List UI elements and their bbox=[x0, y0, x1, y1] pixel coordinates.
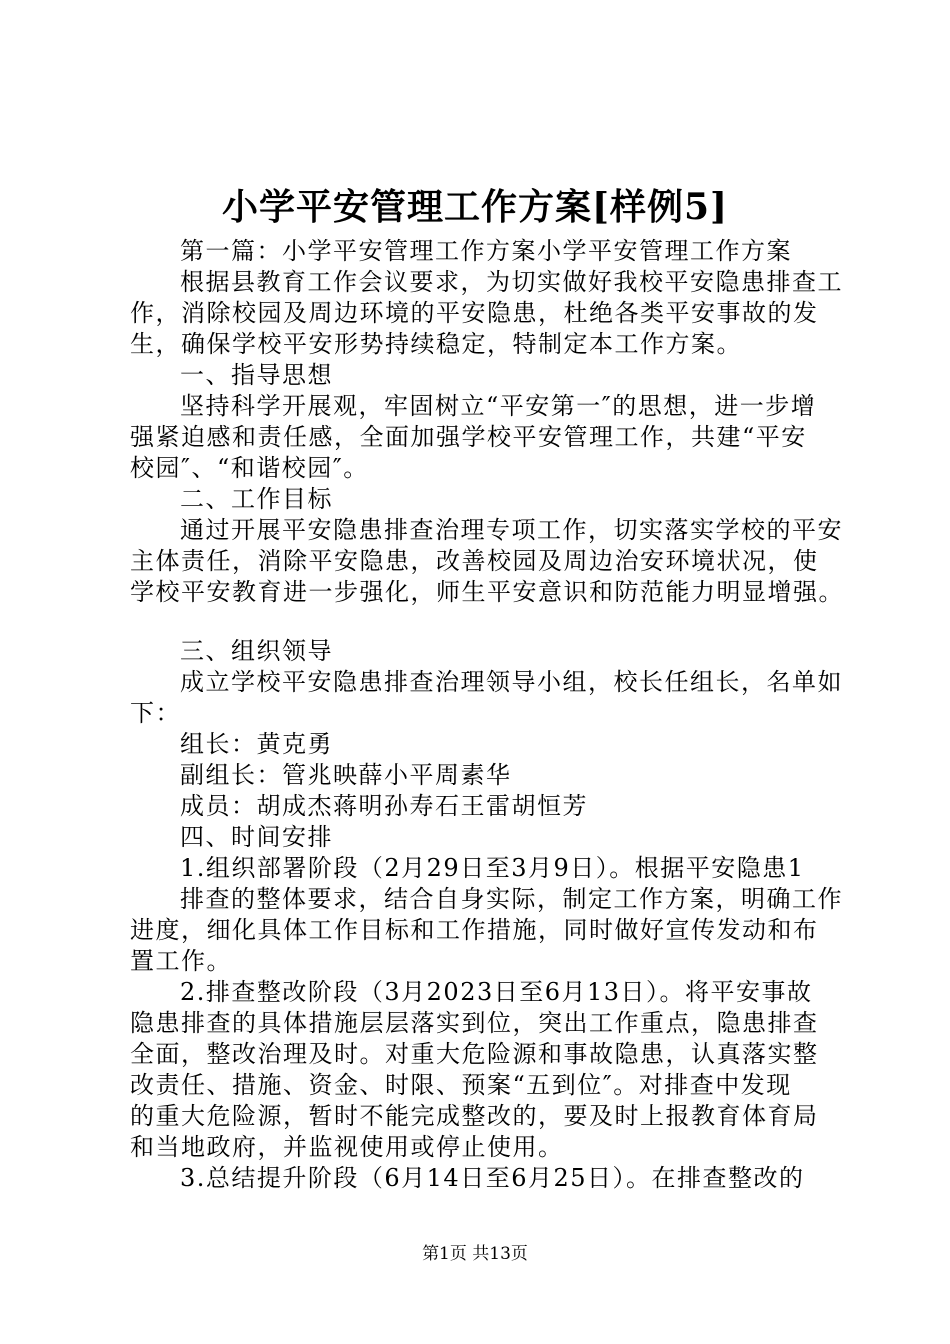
paragraph-line: 隐患排查的具体措施层层落实到位，突出工作重点，隐患排查 bbox=[130, 1009, 819, 1037]
paragraph-line: 坚持科学开展观，牢固树立“平安第一″的思想，进一步增 bbox=[180, 392, 817, 420]
paragraph-line: 副组长：管兆映薛小平周素华 bbox=[180, 761, 512, 789]
paragraph-line: 2.排查整改阶段（3月2023日至6月13日）。将平安事故 bbox=[180, 978, 813, 1006]
paragraph-line: 全面，整改治理及时。对重大危险源和事故隐患，认真落实整 bbox=[130, 1040, 819, 1068]
section-heading: 一、指导思想 bbox=[180, 361, 333, 389]
paragraph-line: 校园″、“和谐校园″。 bbox=[130, 454, 369, 482]
paragraph-line: 改责任、措施、资金、时限、预案“五到位″。对排查中发现 bbox=[130, 1071, 792, 1099]
chapter-heading: 第一篇：小学平安管理工作方案小学平安管理工作方案 bbox=[180, 237, 792, 265]
paragraph-line: 的重大危险源，暂时不能完成整改的，要及时上报教育体育局 bbox=[130, 1102, 819, 1130]
paragraph-line: 成员：胡成杰蒋明孙寿石王雷胡恒芳 bbox=[180, 792, 588, 820]
page-footer: 第1页 共13页 bbox=[422, 1244, 528, 1264]
paragraph-line: 1.组织部署阶段（2月29日至3月9日）。根据平安隐患1 bbox=[180, 854, 805, 882]
paragraph-line: 通过开展平安隐患排查治理专项工作，切实落实学校的平安 bbox=[180, 516, 843, 544]
section-heading: 二、工作目标 bbox=[180, 485, 333, 513]
paragraph-line: 进度，细化具体工作目标和工作措施，同时做好宣传发动和布 bbox=[130, 916, 819, 944]
paragraph-line: 主体责任，消除平安隐患，改善校园及周边治安环境状况，使 bbox=[130, 547, 819, 575]
paragraph-line: 组长：黄克勇 bbox=[180, 730, 333, 758]
paragraph-line: 3.总结提升阶段（6月14日至6月25日）。在排查整改的 bbox=[180, 1164, 805, 1192]
section-heading: 四、时间安排 bbox=[180, 823, 333, 851]
paragraph-line: 下： bbox=[130, 699, 181, 727]
paragraph-line: 强紧迫感和责任感，全面加强学校平安管理工作，共建“平安 bbox=[130, 423, 807, 451]
paragraph-line: 生，确保学校平安形势持续稳定，特制定本工作方案。 bbox=[130, 330, 742, 358]
document-title: 小学平安管理工作方案[样例5] bbox=[221, 186, 729, 228]
paragraph-line: 排查的整体要求，结合自身实际，制定工作方案，明确工作 bbox=[180, 885, 843, 913]
paragraph-line: 置工作。 bbox=[130, 947, 232, 975]
paragraph-line: 成立学校平安隐患排查治理领导小组，校长任组长，名单如 bbox=[180, 668, 843, 696]
paragraph-line: 作，消除校园及周边环境的平安隐患，杜绝各类平安事故的发 bbox=[130, 299, 819, 327]
paragraph-line: 根据县教育工作会议要求，为切实做好我校平安隐患排查工 bbox=[180, 268, 843, 296]
paragraph-line: 学校平安教育进一步强化，师生平安意识和防范能力明显增强。 bbox=[130, 578, 844, 606]
section-heading: 三、组织领导 bbox=[180, 637, 333, 665]
paragraph-line: 和当地政府，并监视使用或停止使用。 bbox=[130, 1133, 564, 1161]
